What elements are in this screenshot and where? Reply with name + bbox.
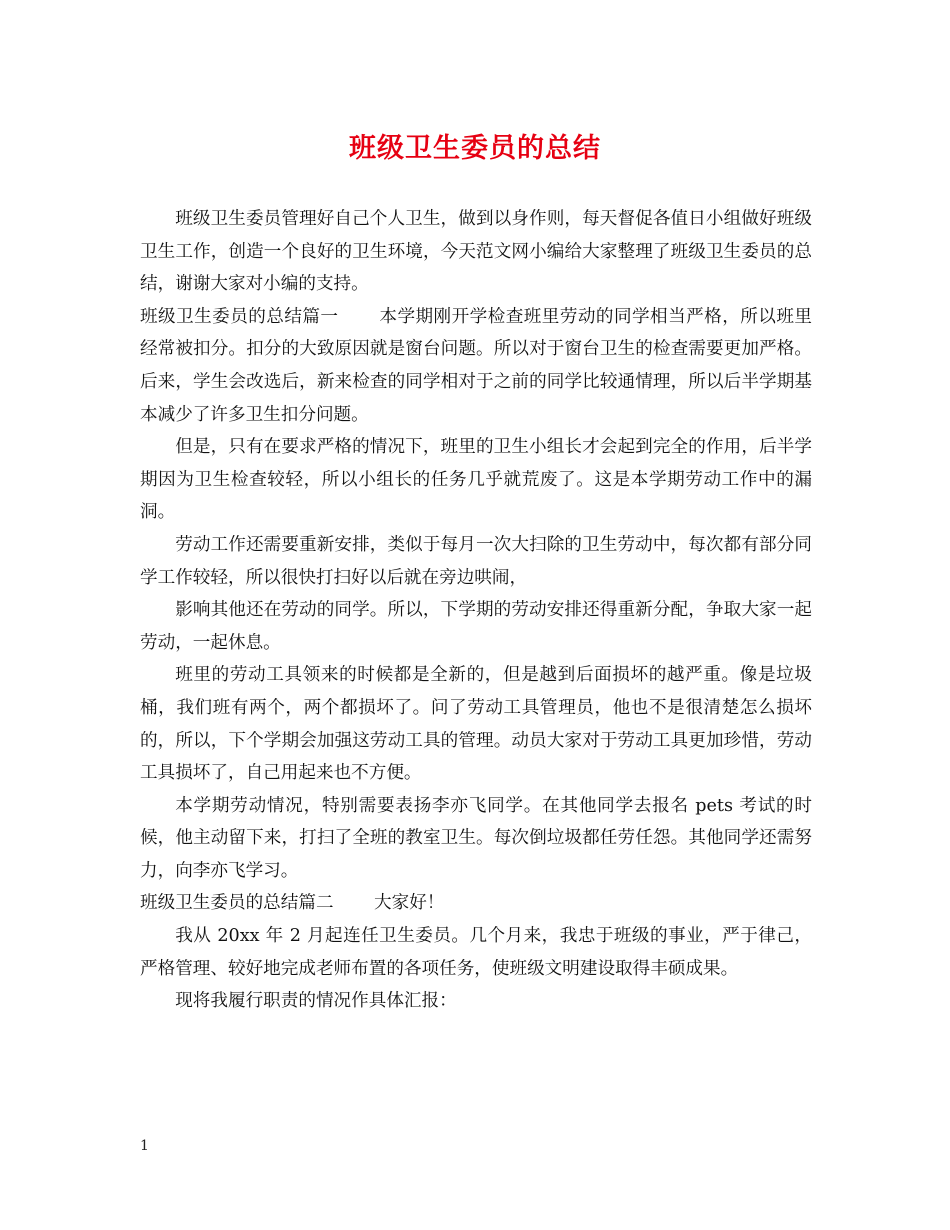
paragraph-text: 现将我履行职责的情况作具体汇报： — [175, 991, 457, 1012]
paragraph-part-two — [140, 887, 812, 920]
paragraph-text: 但是，只有在要求严格的情况下，班里的卫生小组长才会起到完全的作用，后半学期因为卫生检查较轻，所以小组长的任务几乎就荒废了。这是本学期劳动工作中的漏洞。 — [140, 437, 812, 523]
paragraph — [140, 659, 812, 789]
paragraph — [140, 529, 812, 594]
paragraph — [140, 431, 812, 529]
paragraph-text: 本学期劳动情况，特别需要表扬李亦飞同学。在其他同学去报名 pets 考试的时候，他主动留下来，打扫了全班的教室卫生。每次倒垃圾都任劳任怨。其他同学还需努力，向李亦飞学习。 — [140, 795, 812, 881]
document-body — [140, 203, 812, 1018]
section-heading-part-one: 班级卫生委员的总结篇一 — [140, 306, 339, 327]
paragraph — [140, 985, 812, 1018]
page-number: 1 — [140, 1138, 149, 1154]
document-title: 班级卫生委员的总结 — [349, 133, 601, 164]
paragraph-text: 班里的劳动工具领来的时候都是全新的，但是越到后面损坏的越严重。像是垃圾桶，我们班有两个，两个都损坏了。问了劳动工具管理员，他也不是很清楚怎么损坏的，所以，下个学期会加强这劳动工具的管理。动员大家对于劳动工具更加珍惜，劳动工具损坏了，自己用起来也不方便。 — [140, 665, 812, 784]
section-heading-part-two: 班级卫生委员的总结篇二 — [140, 893, 334, 914]
paragraph-text: 我从 20xx 年 2 月起连任卫生委员。几个月来，我忠于班级的事业，严于律己，严格管理、较好地完成老师布置的各项任务，使班级文明建设取得丰硕成果。 — [140, 926, 812, 979]
paragraph-text: 影响其他还在劳动的同学。所以，下学期的劳动安排还得重新分配，争取大家一起劳动，一起休息。 — [140, 600, 812, 653]
paragraph — [140, 594, 812, 659]
paragraph — [140, 790, 812, 888]
paragraph-text: 劳动工作还需要重新安排，类似于每月一次大扫除的卫生劳动中，每次都有部分同学工作较轻，所以很快打扫好以后就在旁边哄闹， — [140, 534, 812, 588]
paragraph — [140, 920, 812, 985]
paragraph-text: 本学期刚开学检查班里劳动的同学相当严格，所以班里经常被扣分。扣分的大致原因就是窗台问题。所以对于窗台卫生的检查需要更加严格。后来，学生会改选后，新来检查的同学相对于之前的同学比较通情理，所以后半学期基本减少了许多卫生扣分问题。 — [140, 306, 812, 425]
paragraph-text: 大家好！ — [374, 893, 445, 914]
paragraph-text: 班级卫生委员管理好自己个人卫生，做到以身作则，每天督促各值日小组做好班级卫生工作，创造一个良好的卫生环境，今天范文网小编给大家整理了班级卫生委员的总结，谢谢大家对小编的支持。 — [140, 209, 812, 295]
paragraph-part-one — [140, 301, 812, 431]
paragraph-intro — [140, 203, 812, 301]
